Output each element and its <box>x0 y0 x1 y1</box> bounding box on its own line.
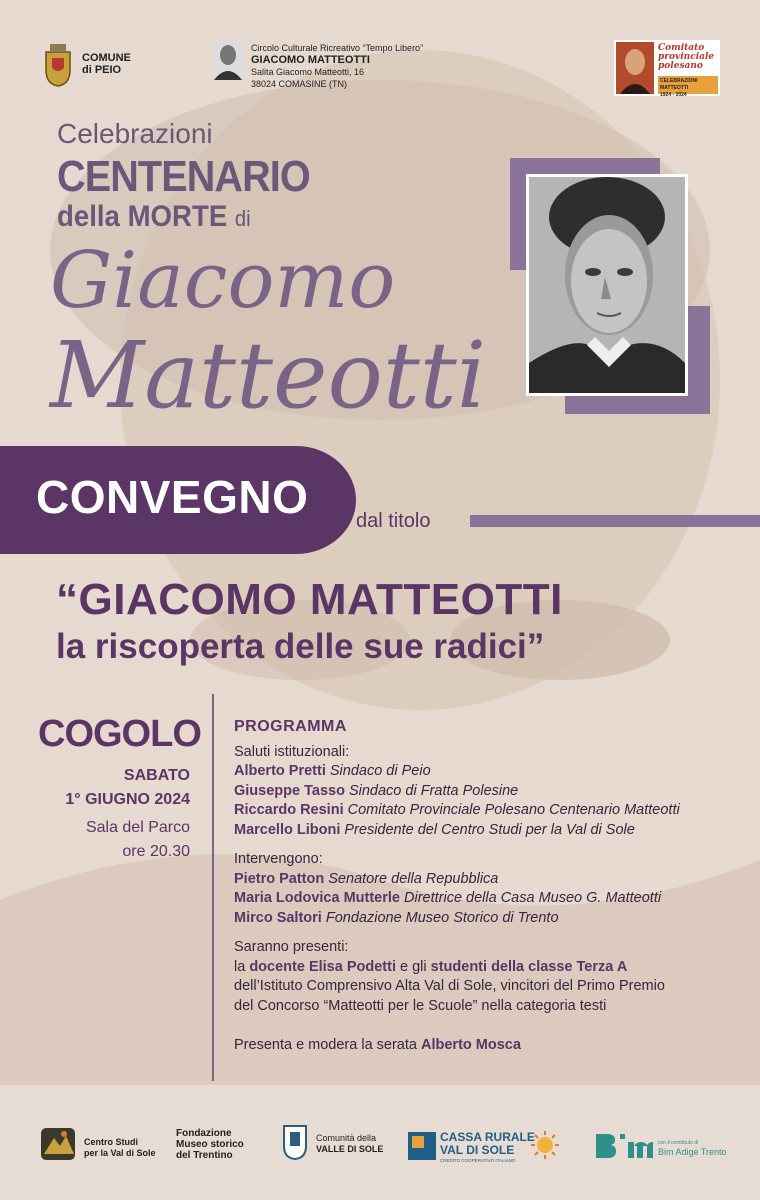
saluti-item <box>234 782 754 802</box>
title-morte <box>57 200 251 234</box>
saluti-item <box>234 801 754 821</box>
speaker-name: Giuseppe Tasso <box>234 782 345 799</box>
sun-icon <box>530 1130 560 1160</box>
comitato-portrait <box>616 42 654 94</box>
comitato-l4: CELEBRAZIONI MATTEOTTI <box>660 78 698 91</box>
circolo-name: GIACOMO MATTEOTTI <box>251 54 370 66</box>
coat-of-arms-icon <box>40 40 76 88</box>
circolo-addr2: 38024 COMASINE (TN) <box>251 79 348 89</box>
presenti-a: la <box>234 958 250 975</box>
comitato-l3: polesano <box>658 61 703 71</box>
speaker-role: Presidente del Centro Studi per la Val di Sole <box>344 821 635 838</box>
bim-mark-icon <box>592 1130 654 1162</box>
title-morte-text: della MORTE <box>57 200 228 233</box>
comune-line1: COMUNE <box>82 52 131 64</box>
matteotti-photo <box>526 174 688 396</box>
speaker-name: Marcello Liboni <box>234 821 341 838</box>
event-title-line1: “GIACOMO MATTEOTTI <box>56 575 563 624</box>
speaker-role: Sindaco di Fratta Polesine <box>348 782 519 799</box>
presenti-teacher: docente Elisa Podetti <box>249 958 396 975</box>
bim-logo <box>592 1130 654 1167</box>
place-town: COGOLO <box>38 713 201 755</box>
circolo-info <box>251 42 423 90</box>
speaker-role: Comitato Provinciale Polesano Centenario Matteotti <box>347 802 680 818</box>
program-section <box>234 717 754 1056</box>
presenti-students: studenti della classe Terza A <box>430 958 628 975</box>
speaker-role: Senatore della Repubblica <box>328 870 499 887</box>
comunita-text <box>316 1133 383 1155</box>
comune-line2: di PEIO <box>82 64 122 76</box>
comune-logo <box>40 40 76 93</box>
title-bar <box>470 515 760 527</box>
portrait-icon <box>212 40 244 80</box>
comitato-text <box>658 44 714 71</box>
title-matteotti: Matteotti <box>50 322 487 429</box>
centro-studi-logo <box>40 1124 76 1167</box>
circolo-addr1: Salita Giacomo Matteotti, 16 <box>251 67 365 77</box>
fondazione-logo <box>176 1128 244 1161</box>
interv-item <box>234 870 754 890</box>
fondazione-l2: Museo storico <box>176 1139 244 1150</box>
bim-l1: con il contributo di <box>658 1140 699 1146</box>
title-giacomo: Giacomo <box>50 236 396 326</box>
comunita-logo <box>282 1124 308 1165</box>
speaker-name: Pietro Patton <box>234 870 325 887</box>
presenti-c: e gli <box>395 958 431 975</box>
interv-item <box>234 889 754 909</box>
mountain-badge-icon <box>40 1124 76 1162</box>
cassa-rurale-text <box>440 1131 535 1164</box>
portrait-photo-icon <box>529 177 685 393</box>
comitato-l5: 1924 - 2024 <box>660 92 687 98</box>
centro-l2: per la Val di Sole <box>84 1148 156 1158</box>
event-title-line2: la riscoperta delle sue radici” <box>56 627 545 666</box>
saluti-label: Saluti istituzionali: <box>234 743 350 760</box>
sun-logo <box>530 1130 560 1165</box>
cassa-rurale-logo <box>408 1132 436 1160</box>
shield-icon <box>282 1124 308 1160</box>
comunita-l1: Comunità della <box>316 1133 377 1143</box>
speaker-name: Alberto Pretti <box>234 763 326 779</box>
saluti-item <box>234 821 754 841</box>
title-centenario: CENTENARIO <box>57 152 310 201</box>
bim-text <box>658 1140 727 1158</box>
cassa-l1: CASSA RURALE <box>440 1130 535 1144</box>
comitato-band <box>658 76 718 98</box>
speaker-name: Mirco Saltori <box>234 909 322 926</box>
presenti-label: Saranno presenti: <box>234 939 349 955</box>
cassa-square-icon <box>412 1136 424 1148</box>
dal-titolo: dal titolo <box>356 510 431 532</box>
moderator-name: Alberto Mosca <box>421 1037 521 1053</box>
presenti-line3: del Concorso “Matteotti per le Scuole” nella categoria testi <box>234 997 607 1014</box>
divider-line <box>212 694 214 1081</box>
comunita-l2: VALLE DI SOLE <box>316 1144 384 1154</box>
moderator-line <box>234 1036 754 1056</box>
fondazione-l1: Fondazione <box>176 1128 232 1139</box>
place-day: SABATO <box>123 767 190 784</box>
moderator-text: Presenta e modera la serata <box>234 1037 421 1053</box>
speaker-role: Direttrice della Casa Museo G. Matteotti <box>404 890 662 906</box>
fondazione-l3: del Trentino <box>176 1150 233 1161</box>
speaker-role: Fondazione Museo Storico di Trento <box>325 909 559 926</box>
comitato-l1: Comitato <box>658 43 705 53</box>
portrait-icon <box>616 42 654 94</box>
place-date: 1° GIUGNO 2024 <box>65 791 190 808</box>
title-di: di <box>234 206 251 231</box>
title-celebrazioni: Celebrazioni <box>57 118 213 149</box>
cassa-l2: VAL DI SOLE <box>440 1143 515 1157</box>
circolo-line1: Circolo Culturale Ricreativo “Tempo Libero” <box>251 43 424 53</box>
presenti-line2: dell’Istituto Comprensivo Alta Val di Sole, vincitori del Primo Premio <box>234 978 665 994</box>
presenti-line1 <box>234 958 754 978</box>
comune-name <box>82 52 131 76</box>
speaker-name: Maria Lodovica Mutterle <box>234 890 400 906</box>
saluti-item <box>234 762 754 782</box>
place-time: ore 20.30 <box>122 843 190 860</box>
interv-item <box>234 909 754 929</box>
place-venue: Sala del Parco <box>85 819 190 836</box>
circolo-portrait <box>212 40 244 80</box>
comitato-logo <box>614 40 720 96</box>
centro-studi-text <box>84 1137 156 1159</box>
convegno-label: CONVEGNO <box>36 471 309 523</box>
bim-l2: Bim Adige Trento <box>658 1147 727 1157</box>
cassa-l3: CREDITO COOPERATIVO ITALIANO <box>440 1158 516 1163</box>
comitato-l2: provinciale <box>658 52 715 62</box>
program-heading: PROGRAMMA <box>234 718 347 735</box>
speaker-name: Riccardo Resini <box>234 802 344 818</box>
interv-label: Intervengono: <box>234 851 323 867</box>
centro-l1: Centro Studi <box>84 1137 138 1147</box>
speaker-role: Sindaco di Peio <box>329 763 431 779</box>
